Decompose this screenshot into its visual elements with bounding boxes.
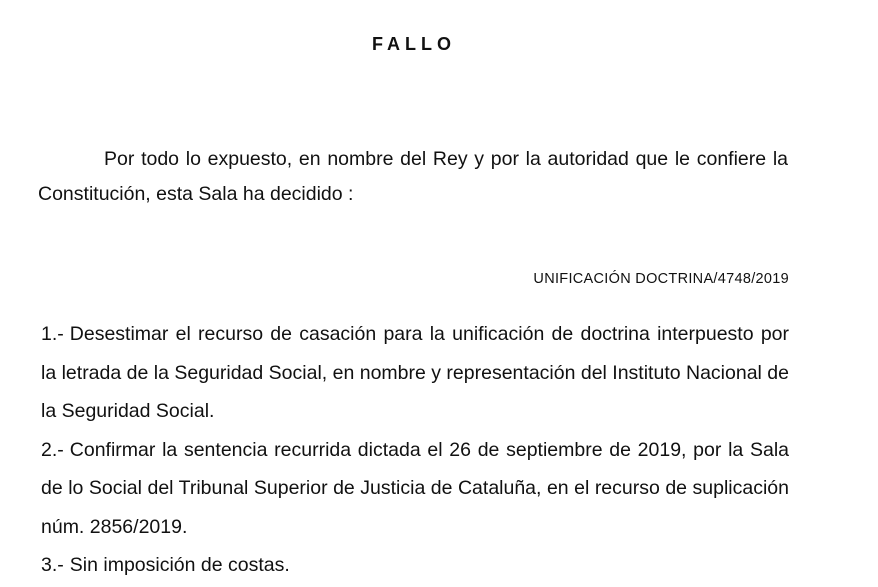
ruling-number: 2.- [41,438,64,461]
ruling-item [41,315,789,431]
ruling-text: Sin imposición de costas. [69,554,290,576]
case-reference: UNIFICACIÓN DOCTRINA/4748/2019 [533,271,789,287]
ruling-number: 3.- [41,554,64,576]
rulings-list [41,315,789,585]
ruling-item [41,546,789,585]
ruling-number: 1.- [41,323,64,345]
ruling-text: Confirmar la sentencia recurrida dictada el 26 de septiembre de 2019, por la Sala de lo Social del Tribunal Superior de Justicia de Cataluña, en el recurso de suplicación núm. 2856/2019. [41,438,789,538]
ruling-item [41,431,789,547]
ruling-text: Desestimar el recurso de casación para la unificación de doctrina interpuesto por la letrada de la Seguridad Social, en nombre y representación del Instituto Nacional de la Seguridad Social. [41,323,789,422]
document-title: FALLO [372,34,456,54]
intro-text: Por todo lo expuesto, en nombre del Rey y por la autoridad que le confiere la Constitución, esta Sala ha decidido : [38,148,788,205]
intro-paragraph [38,142,788,212]
